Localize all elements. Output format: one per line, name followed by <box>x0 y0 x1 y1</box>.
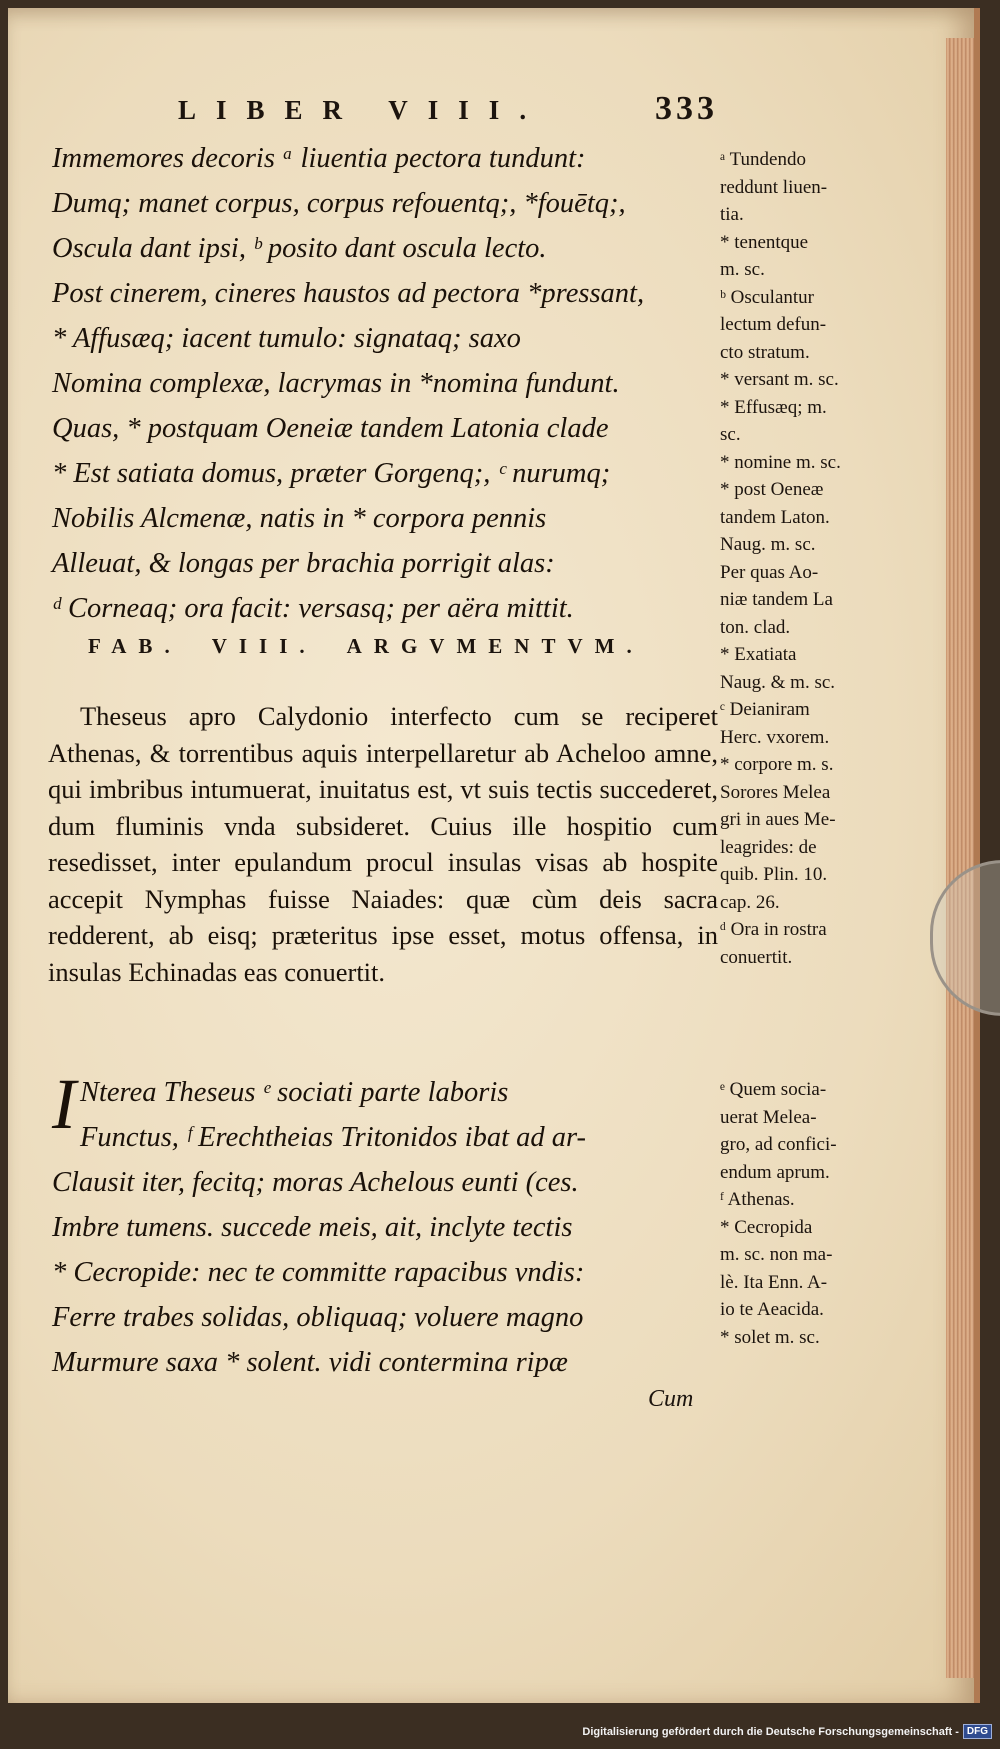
margin-note: ᶠ Athenas. <box>720 1189 795 1210</box>
verse-line: Quas, * postquam Oeneiæ tandem Latonia clade <box>52 413 609 444</box>
margin-note: cap. 26. <box>720 891 780 913</box>
margin-note: m. sc. <box>720 259 765 280</box>
verse-line: Clausit iter, fecitq; moras Achelous eunti (ces. <box>52 1167 579 1198</box>
running-title: LIBER VIII. <box>178 95 547 125</box>
footer-text: Digitalisierung gefördert durch die Deutsche Forschungsgemeinschaft - <box>582 1725 959 1738</box>
margin-note: conuertit. <box>720 946 793 968</box>
margin-note: * Cecropida <box>720 1216 813 1238</box>
verse-line: ᵈ Corneaq; ora facit: versasq; per aëra mittit. <box>52 593 574 624</box>
margin-note: * tenentque <box>720 231 809 253</box>
verse-line: Imbre tumens. succede meis, ait, inclyte tectis <box>52 1212 573 1243</box>
verse-line: Ferre trabes solidas, obliquaq; voluere magno <box>52 1302 584 1333</box>
page-number: 333 <box>655 90 718 127</box>
verse-line: Immemores decoris ᵃ liuentia pectora tundunt: <box>52 143 586 174</box>
margin-note: tia. <box>720 204 744 225</box>
argument-paragraph <box>48 698 718 990</box>
margin-note: quib. Plin. 10. <box>720 864 828 885</box>
margin-note: * corpore m. s. <box>720 754 834 775</box>
margin-note: Naug. m. sc. <box>720 534 816 555</box>
verse-line: Dumq; manet corpus, corpus refouentq;, *fouētq;, <box>52 188 626 219</box>
margin-note: m. sc. non ma- <box>720 1244 833 1265</box>
margin-note: Herc. vxorem. <box>720 726 830 748</box>
fable-heading-number: VIII. <box>211 634 317 658</box>
dfg-logo: DFG <box>963 1724 992 1739</box>
margin-note: ᵈ Ora in rostra <box>720 919 827 940</box>
margin-note: cto stratum. <box>720 341 810 363</box>
margin-note: lè. Ita Enn. A- <box>720 1271 828 1293</box>
margin-note: * Exatiata <box>720 644 797 665</box>
catchword: Cum <box>648 1386 694 1412</box>
verse-line: Nterea Theseus ᵉ sociati parte laboris <box>79 1077 509 1108</box>
verse-line: * Affusæq; iacent tumulo: signataq; saxo <box>52 323 521 354</box>
margin-note: lectum defun- <box>720 314 827 335</box>
drop-cap: I <box>52 1064 76 1144</box>
running-head <box>178 90 718 134</box>
margin-note: * nomine m. sc. <box>720 451 841 473</box>
margin-notes-top <box>720 146 930 971</box>
margin-note: endum aprum. <box>720 1161 830 1183</box>
margin-note: tandem Laton. <box>720 506 830 528</box>
margin-note: Sorores Melea <box>720 781 831 803</box>
verse-line: Nomina complexæ, lacrymas in *nomina fundunt. <box>52 368 620 399</box>
verse-line: Alleuat, & longas per brachia porrigit alas: <box>52 548 555 579</box>
margin-note: * Effusæq; m. <box>720 396 827 418</box>
margin-note: ton. clad. <box>720 616 791 638</box>
argument-text: Theseus apro Calydonio interfecto cum se reciperet Athenas, & torrentibus aquis interpellaretur ab Acheloo amne, qui imbribus intumuerat, inuitatus est, vt suis tectis succederet, dum fluminis vnda subsideret. Cuius ille hospitio cum resedisset, inter epulandum procul insulas visas ab hospite accepit Nymphas fuisse Naiades: quæ cùm deis sacra redderent, ab eisq; præteritus ipse esset, motus offensa, in insulas Echinadas eas conuertit. <box>48 701 718 987</box>
verse-line: Nobilis Alcmenæ, natis in * corpora pennis <box>52 503 547 534</box>
book-page <box>8 8 980 1703</box>
margin-note: sc. <box>720 424 741 445</box>
margin-note: Naug. & m. sc. <box>720 671 836 693</box>
verse-line: Oscula dant ipsi, ᵇ posito dant oscula lecto. <box>52 233 547 264</box>
verse-line: * Cecropide: nec te committe rapacibus vndis: <box>52 1257 585 1288</box>
fable-heading-label: FAB. <box>88 634 182 658</box>
margin-note: Per quas Ao- <box>720 561 819 583</box>
margin-note: gri in aues Me- <box>720 809 836 830</box>
page-edge <box>946 38 974 1678</box>
verse-block-top <box>52 136 732 631</box>
verse-line: Murmure saxa * solent. vidi contermina ripæ <box>52 1347 568 1378</box>
margin-note: gro, ad confici- <box>720 1134 837 1155</box>
margin-note: ᵉ Quem socia- <box>720 1079 827 1100</box>
verse-line: * Est satiata domus, præter Gorgenq;, ᶜ nurumq; <box>52 458 611 489</box>
margin-note: leagrides: de <box>720 836 817 858</box>
fable-heading <box>88 634 688 659</box>
margin-note: io te Aeacida. <box>720 1299 824 1320</box>
verse-line: Post cinerem, cineres haustos ad pectora *pressant, <box>52 278 645 309</box>
margin-note: ᶜ Deianiram <box>720 699 810 720</box>
fable-heading-argument: ARGVMENTVM. <box>346 634 644 658</box>
margin-notes-bottom <box>720 1076 930 1351</box>
verse-line: Functus, ᶠ Erechtheias Tritonidos ibat ad ar- <box>79 1122 587 1153</box>
digitization-footer <box>582 1724 992 1739</box>
margin-note: reddunt liuen- <box>720 176 828 198</box>
margin-note: ᵃ Tundendo <box>720 149 806 170</box>
margin-note: niæ tandem La <box>720 589 833 610</box>
margin-note: * solet m. sc. <box>720 1326 820 1348</box>
margin-note: * versant m. sc. <box>720 369 839 390</box>
verse-block-bottom <box>52 1064 732 1385</box>
margin-note: * post Oeneæ <box>720 479 824 500</box>
margin-note: uerat Melea- <box>720 1106 817 1128</box>
margin-note: ᵇ Osculantur <box>720 286 814 308</box>
